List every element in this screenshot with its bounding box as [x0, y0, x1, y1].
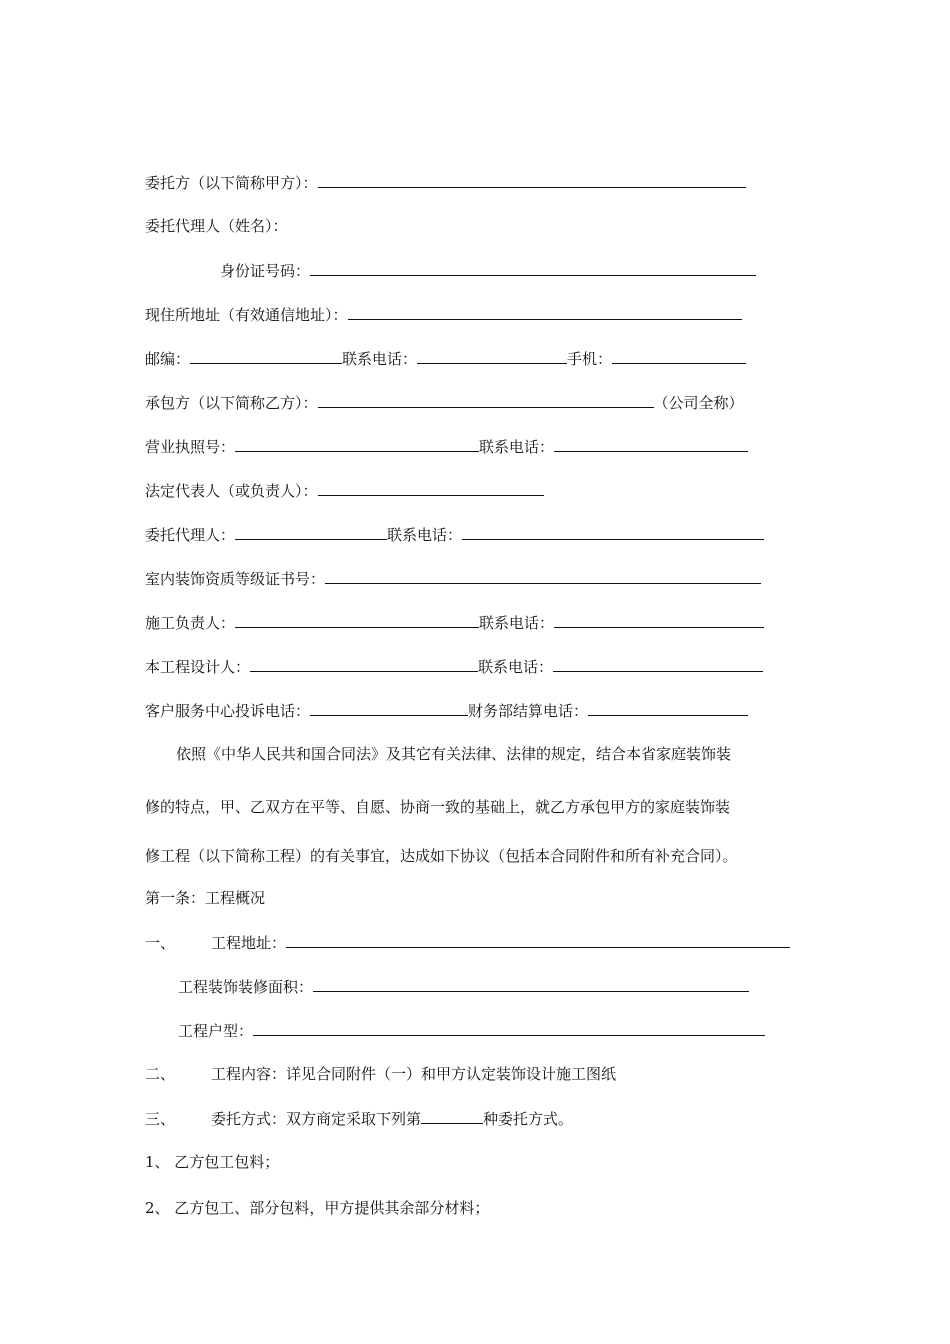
item2-text: 工程内容：详见合同附件（一）和甲方认定装饰设计施工图纸 [211, 1065, 617, 1083]
designer-row [145, 655, 763, 677]
agent-phone-label: 联系电话： [387, 526, 463, 544]
contractor-agent-label: 委托代理人： [145, 526, 236, 544]
item2-number: 二、 [145, 1065, 176, 1083]
construction-phone-label: 联系电话： [479, 614, 555, 632]
option-1: 1、 乙方包工包料； [145, 1153, 280, 1171]
layout-label: 工程户型： [178, 1022, 254, 1040]
layout-row [178, 1019, 765, 1041]
license-phone-label: 联系电话： [479, 438, 555, 456]
id-row [220, 259, 756, 281]
address-blank[interactable] [348, 303, 742, 320]
postcode-row [145, 347, 746, 369]
item1-number: 一、 [145, 934, 176, 952]
construction-phone-blank[interactable] [554, 611, 764, 628]
construction-head-blank[interactable] [235, 611, 479, 628]
legal-rep-row [145, 479, 544, 501]
item1-label: 工程地址： [211, 934, 287, 952]
area-label: 工程装饰装修面积： [178, 978, 314, 996]
qualification-row [145, 567, 761, 589]
license-blank[interactable] [235, 435, 479, 452]
legal-rep-label: 法定代表人（或负责人）： [145, 482, 318, 500]
client-blank[interactable] [318, 171, 746, 188]
id-blank[interactable] [310, 259, 756, 276]
address-label: 现住所地址（有效通信地址）： [145, 306, 348, 324]
postcode-blank[interactable] [190, 347, 342, 364]
designer-phone-label: 联系电话： [478, 658, 554, 676]
method-choice-blank[interactable] [421, 1107, 483, 1124]
client-agent-row [145, 215, 288, 237]
contractor-label: 承包方（以下简称乙方）： [145, 394, 318, 412]
designer-blank[interactable] [250, 655, 478, 672]
item3-text-a: 委托方式：双方商定采取下列第 [211, 1110, 422, 1128]
client-agent-label: 委托代理人（姓名）： [145, 217, 288, 235]
contractor-row [145, 391, 744, 413]
id-label: 身份证号码： [220, 262, 311, 280]
construction-head-label: 施工负责人： [145, 614, 236, 632]
client-phone-blank[interactable] [417, 347, 567, 364]
complaint-label: 客户服务中心投诉电话： [145, 702, 311, 720]
finance-blank[interactable] [588, 699, 748, 716]
client-label: 委托方（以下简称甲方）： [145, 174, 318, 192]
mobile-blank[interactable] [612, 347, 746, 364]
contractor-agent-blank[interactable] [235, 523, 387, 540]
layout-blank[interactable] [253, 1019, 765, 1036]
license-label: 营业执照号： [145, 438, 236, 456]
area-blank[interactable] [313, 975, 749, 992]
client-phone-label: 联系电话： [342, 350, 418, 368]
item3-text-b: 种委托方式。 [483, 1110, 574, 1128]
mobile-label: 手机： [567, 350, 613, 368]
qualification-label: 室内装饰资质等级证书号： [145, 570, 326, 588]
construction-head-row [145, 611, 764, 633]
project-address-blank[interactable] [286, 931, 790, 948]
client-row [145, 171, 746, 193]
address-row [145, 303, 742, 325]
complaint-row [145, 699, 748, 721]
designer-label: 本工程设计人： [145, 658, 251, 676]
finance-label: 财务部结算电话： [468, 702, 589, 720]
article1-title: 第一条：工程概况 [145, 889, 266, 907]
option-2: 2、 乙方包工、部分包料，甲方提供其余部分材料； [145, 1199, 490, 1217]
preamble-line-1: 依照《中华人民共和国合同法》及其它有关法律、法律的规定，结合本省家庭装饰装 [176, 745, 732, 763]
item3-row [145, 1107, 573, 1129]
contractor-blank[interactable] [318, 391, 654, 408]
item1-row [145, 931, 790, 953]
license-row [145, 435, 748, 457]
agent-phone-blank[interactable] [462, 523, 764, 540]
qualification-blank[interactable] [325, 567, 761, 584]
designer-phone-blank[interactable] [553, 655, 763, 672]
preamble-line-2: 修的特点，甲、乙双方在平等、自愿、协商一致的基础上，就乙方承包甲方的家庭装饰装 [145, 798, 731, 816]
preamble-line-3: 修工程（以下简称工程）的有关事宜，达成如下协议（包括本合同附件和所有补充合同）。 [145, 847, 738, 865]
legal-rep-blank[interactable] [318, 479, 544, 496]
area-row [178, 975, 749, 997]
complaint-blank[interactable] [310, 699, 468, 716]
postcode-label: 邮编： [145, 350, 191, 368]
contractor-agent-row [145, 523, 764, 545]
company-fullname-note: （公司全称） [653, 394, 744, 412]
license-phone-blank[interactable] [554, 435, 748, 452]
item2-row [145, 1063, 616, 1085]
item3-number: 三、 [145, 1110, 176, 1128]
